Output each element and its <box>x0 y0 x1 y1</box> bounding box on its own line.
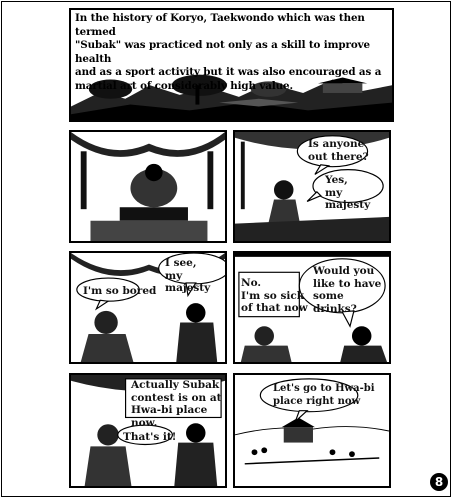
panel-drinks-offer <box>233 251 391 364</box>
intro-caption: In the history of Koryo, Taekwondo which was then termed "Subak" was practiced not only as a skill to improve health and as a sport activity but it was also encouraged as a martial art of considerably high value. <box>72 11 394 71</box>
panel-king-calls <box>233 130 391 243</box>
bubble-thats-it: That's it! <box>123 431 177 443</box>
bubble-i-see-my-majesty: I see, my majesty <box>165 257 211 294</box>
bubble-lets-go-hwa-bi: Let's go to Hwa-bi place right now <box>273 383 375 407</box>
panel-procession <box>233 373 391 488</box>
bubble-no-sick-of-that: No. I'm so sick of that now <box>241 277 308 314</box>
king-throne-illustration <box>71 132 225 241</box>
bubble-yes-my-majesty: Yes, my majesty <box>325 174 371 211</box>
panel-subak-contest <box>69 373 227 488</box>
bubble-would-you-like-drinks: Would you like to have some drinks? <box>313 265 382 315</box>
panel-king-bored <box>69 251 227 364</box>
bubble-subak-contest-on: Actually Subak contest is on at Hwa-bi place now. <box>131 379 222 429</box>
bubble-im-so-bored: I'm so bored <box>83 285 157 297</box>
page-number: 8 <box>430 473 448 491</box>
panel-king-on-throne <box>69 130 227 243</box>
bubble-is-anyone-out-there: Is anyone out there? <box>308 138 369 163</box>
panel-intro <box>69 8 394 122</box>
